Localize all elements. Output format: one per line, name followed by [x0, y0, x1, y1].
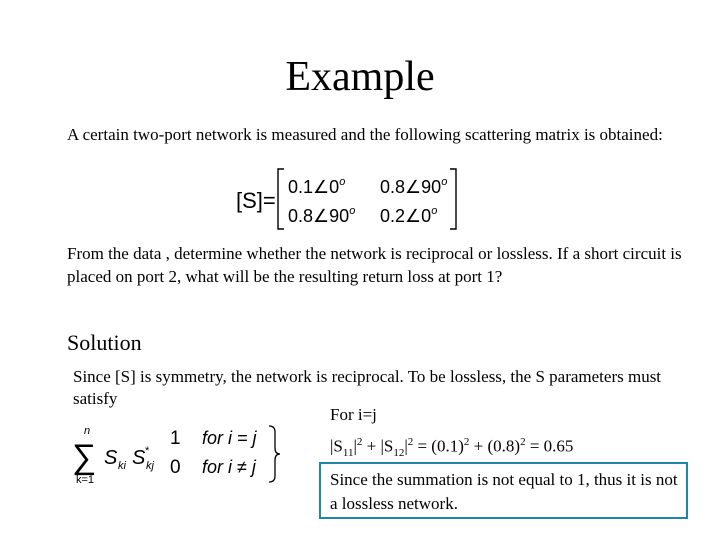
problem-intro: A certain two-port network is measured and the following scattering matrix is obtained:: [67, 125, 663, 144]
lossless-condition: [66, 420, 286, 488]
matrix-entry-21: [288, 205, 355, 226]
case1-condition: for i = j: [202, 428, 257, 448]
slide-title: Example: [285, 54, 435, 100]
case1-value: 1: [170, 428, 181, 449]
magnitude-equation: $|S_{11}|^2 + |S_{12}|^2 = (0.1)^2 + (0.8)^2 = 0.65$: [330, 436, 574, 460]
svg-text:0.8∠90o: 0.8∠90$^o$: [380, 176, 448, 197]
for-i-equals-j-label: For i=j: [330, 405, 377, 424]
matrix-right-bracket: [450, 169, 456, 229]
matrix-lhs: [S]=: [236, 188, 276, 213]
case2-condition: for i ≠ j: [202, 457, 256, 477]
conclusion-box: [319, 462, 688, 519]
solution-heading: Solution: [67, 330, 142, 355]
matrix-left-bracket: [278, 169, 284, 229]
matrix-entry-11: [288, 176, 345, 197]
summand: [104, 445, 155, 472]
scattering-matrix: [228, 165, 468, 233]
sum-upper-limit: n: [84, 425, 91, 437]
svg-text:ki: ki: [118, 460, 126, 472]
matrix-entry-22: [380, 205, 437, 226]
case2-value: 0: [170, 457, 181, 478]
svg-text:S: S: [132, 447, 146, 469]
sum-lower-limit: k=1: [76, 474, 95, 486]
svg-text:*: *: [145, 445, 150, 457]
right-brace: [269, 426, 280, 482]
svg-text:S: S: [104, 447, 118, 469]
solution-text: Since [S] is symmetry, the network is reciprocal. To be lossless, the S parameters must satisfy: [73, 367, 662, 408]
svg-text:0.8∠90o: 0.8∠90$^o$: [288, 205, 356, 226]
svg-text:0.2∠0o: 0.2∠0$^o$: [380, 205, 438, 226]
svg-text:kj: kj: [146, 460, 154, 472]
problem-question: From the data , determine whether the network is reciprocal or lossless. If a short circuit is placed on port 2, what will be the resulting return loss at port 1?: [67, 244, 682, 286]
svg-text:0.1∠0o: 0.1∠0$^o$: [288, 176, 346, 197]
conclusion-text: Since the summation is not equal to 1, thus it is not a lossless network.: [330, 470, 678, 513]
sigma-symbol: ∑: [72, 438, 97, 476]
matrix-entry-12: [380, 176, 447, 197]
